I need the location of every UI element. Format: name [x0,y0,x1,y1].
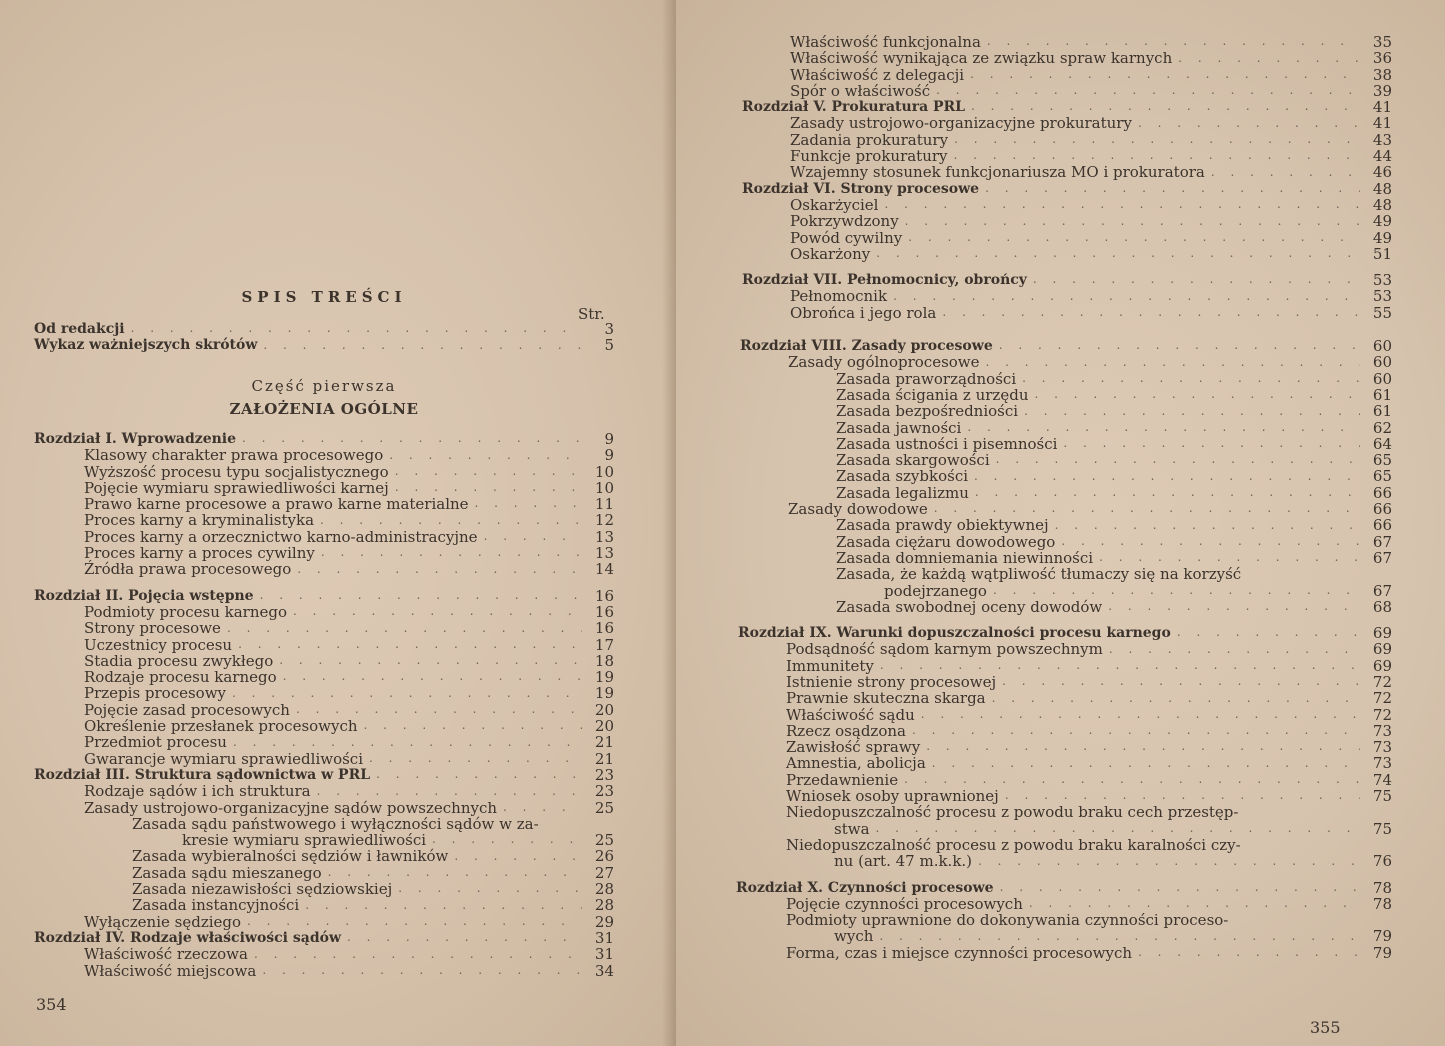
toc-entry: kresie wymiaru sprawiedliwości . . . 25 [34,832,614,848]
prelims-list [34,321,614,354]
toc-entry: Właściwość sądu . . . 72 [736,707,1392,723]
toc-entry: Właściwość z delegacji . . . 38 [736,67,1392,83]
toc-entry: Zasada jawności . . . 62 [736,420,1392,436]
toc-entry: Podsądność sądom karnym powszechnym . . . 69 [736,641,1392,657]
toc-entry: Zasada ustności i pisemności . . . 64 [736,436,1392,452]
toc-entry-wrapped-line: Zasada, że każdą wątpliwość tłumaczy się na korzyść [836,565,1242,584]
toc-entry: Źródła prawa procesowego . . . 14 [34,561,614,577]
toc-entry: Oskarżyciel . . . 48 [736,197,1392,213]
toc-entry: Proces karny a proces cywilny . . . 13 [34,545,614,561]
chapter-9-entry: Rozdział IX. Warunki dopuszczalności procesu karnego . . . 69 [736,625,1392,641]
page-column-label: Str. [578,305,605,323]
toc-entry: Właściwość funkcjonalna . . . 35 [736,34,1392,50]
chapter-1-entry: Rozdział I. Wprowadzenie . . . 9 [34,431,614,447]
toc-entry: Podmioty procesu karnego . . . 16 [34,604,614,620]
toc-entry: Pojęcie czynności procesowych . . . 78 [736,896,1392,912]
part-title: ZAŁOŻENIA OGÓLNE [229,400,419,418]
toc-entry: Zasada ciężaru dowodowego . . . 67 [736,534,1392,550]
toc-entry: Zasada ścigania z urzędu . . . 61 [736,387,1392,403]
toc-entry: Istnienie strony procesowej . . . 72 [736,674,1392,690]
toc-entry: Przepis procesowy . . . 19 [34,685,614,701]
toc-entry: Wykaz ważniejszych skrótów . . . 5 [34,337,614,353]
toc-entry-wrapped-line: Zasada sądu państwowego i wyłączności sądów w za- [132,814,539,833]
toc-entry: Prawnie skuteczna skarga . . . 72 [736,690,1392,706]
toc-entry: Zasada prawdy obiektywnej . . . 66 [736,517,1392,533]
toc-entry-wrapped-line: Niedopuszczalność procesu z powodu braku cech przestęp- [786,803,1239,822]
toc-entry: Zasada domniemania niewinności . . . 67 [736,550,1392,566]
chapter-4-entry: Rozdział IV. Rodzaje właściwości sądów . . . 31 [34,930,614,946]
chapter-7-entry: Rozdział VII. Pełnomocnicy, obrońcy . . . 53 [736,272,1392,288]
toc-right-list [736,34,1392,961]
page-number-right: 355 [1310,1018,1341,1037]
toc-entry: Pokrzywdzony . . . 49 [736,213,1392,229]
toc-entry: Od redakcji . . . 3 [34,321,614,337]
toc-entry: Pojęcie zasad procesowych . . . 20 [34,702,614,718]
toc-entry: Immunitety . . . 69 [736,658,1392,674]
toc-entry: Wzajemny stosunek funkcjonariusza MO i prokuratora . . . 46 [736,164,1392,180]
chapter-3-entry: Rozdział III. Struktura sądownictwa w PRL . . . 23 [34,767,614,783]
toc-entry: Prawo karne procesowe a prawo karne materialne . . . 11 [34,496,614,512]
toc-entry: Rodzaje sądów i ich struktura . . . 23 [34,783,614,799]
toc-entry: Rodzaje procesu karnego . . . 19 [34,669,614,685]
chapter-2-entry: Rozdział II. Pojęcia wstępne . . . 16 [34,588,614,604]
toc-entry: Zasady ustrojowo-organizacyjne sądów powszechnych . . . 25 [34,800,614,816]
left-page [0,0,676,1046]
toc-entry: Zasada niezawisłości sędziowskiej . . . 28 [34,881,614,897]
toc-entry: Zawisłość sprawy . . . 73 [736,739,1392,755]
toc-entry: Pojęcie wymiaru sprawiedliwości karnej . . . 10 [34,480,614,496]
toc-entry: Zasady dowodowe . . . 66 [736,501,1392,517]
toc-entry: Przedawnienie . . . 74 [736,772,1392,788]
toc-entry: Stadia procesu zwykłego . . . 18 [34,653,614,669]
toc-entry: Zasada wybieralności sędziów i ławników . . . 26 [34,848,614,864]
toc-entry: Zasada skargowości . . . 65 [736,452,1392,468]
toc-entry: Zasada instancyjności . . . 28 [34,897,614,913]
toc-entry-wrapped-line: Niedopuszczalność procesu z powodu braku karalności czy- [786,835,1241,854]
toc-entry: Strony procesowe . . . 16 [34,620,614,636]
toc-entry: Forma, czas i miejsce czynności procesowych . . . 79 [736,945,1392,961]
toc-entry: podejrzanego . . . 67 [736,583,1392,599]
toc-entry: Zasada sądu mieszanego . . . 27 [34,865,614,881]
page-number-left: 354 [36,995,67,1014]
toc-entry: Zasada swobodnej oceny dowodów . . . 68 [736,599,1392,615]
toc-entry: Właściwość rzeczowa . . . 31 [34,946,614,962]
toc-entry: Klasowy charakter prawa procesowego . . . 9 [34,447,614,463]
toc-entry: Proces karny a orzecznictwo karno-administracyjne . . . 13 [34,529,614,545]
toc-entry: wych . . . 79 [736,928,1392,944]
toc-entry: Obrońca i jego rola . . . 55 [736,305,1392,321]
toc-entry: Pełnomocnik . . . 53 [736,288,1392,304]
toc-entry: Przedmiot procesu . . . 21 [34,734,614,750]
toc-left-list [34,431,614,979]
toc-entry: Zasada szybkości . . . 65 [736,468,1392,484]
toc-entry: Powód cywilny . . . 49 [736,230,1392,246]
toc-entry: Amnestia, abolicja . . . 73 [736,755,1392,771]
toc-entry: Spór o właściwość . . . 39 [736,83,1392,99]
toc-entry: Zadania prokuratury . . . 43 [736,132,1392,148]
toc-entry-wrapped-line: Podmioty uprawnione do dokonywania czynności proceso- [786,911,1229,930]
toc-heading: SPIS TREŚCI [241,288,407,306]
toc-entry: Proces karny a kryminalistyka . . . 12 [34,512,614,528]
toc-entry: Określenie przesłanek procesowych . . . 20 [34,718,614,734]
toc-entry: Zasady ogólnoprocesowe . . . 60 [736,354,1392,370]
toc-entry: Zasada legalizmu . . . 66 [736,485,1392,501]
right-page [676,0,1445,1046]
toc-entry: Gwarancje wymiaru sprawiedliwości . . . 21 [34,751,614,767]
toc-entry: Oskarżony . . . 51 [736,246,1392,262]
chapter-8-entry: Rozdział VIII. Zasady procesowe . . . 60 [736,338,1392,354]
toc-entry: Zasady ustrojowo-organizacyjne prokuratury . . . 41 [736,115,1392,131]
toc-entry: Funkcje prokuratury . . . 44 [736,148,1392,164]
toc-entry: Wyższość procesu typu socjalistycznego . . . 10 [34,464,614,480]
toc-entry: nu (art. 47 m.k.k.) . . . 76 [736,853,1392,869]
chapter-5-entry: Rozdział V. Prokuratura PRL . . . 41 [736,99,1392,115]
chapter-6-entry: Rozdział VI. Strony procesowe . . . 48 [736,181,1392,197]
toc-entry: Wyłączenie sędziego . . . 29 [34,914,614,930]
part-label: Część pierwsza [251,377,397,395]
toc-entry: Rzecz osądzona . . . 73 [736,723,1392,739]
toc-entry: Uczestnicy procesu . . . 17 [34,637,614,653]
toc-entry: Zasada praworządności . . . 60 [736,371,1392,387]
toc-entry: Zasada bezpośredniości . . . 61 [736,403,1392,419]
toc-entry: stwa . . . 75 [736,821,1392,837]
toc-entry: Właściwość miejscowa . . . 34 [34,963,614,979]
toc-entry: Wniosek osoby uprawnionej . . . 75 [736,788,1392,804]
chapter-10-entry: Rozdział X. Czynności procesowe . . . 78 [736,880,1392,896]
toc-entry: Właściwość wynikająca ze związku spraw karnych . . . 36 [736,50,1392,66]
